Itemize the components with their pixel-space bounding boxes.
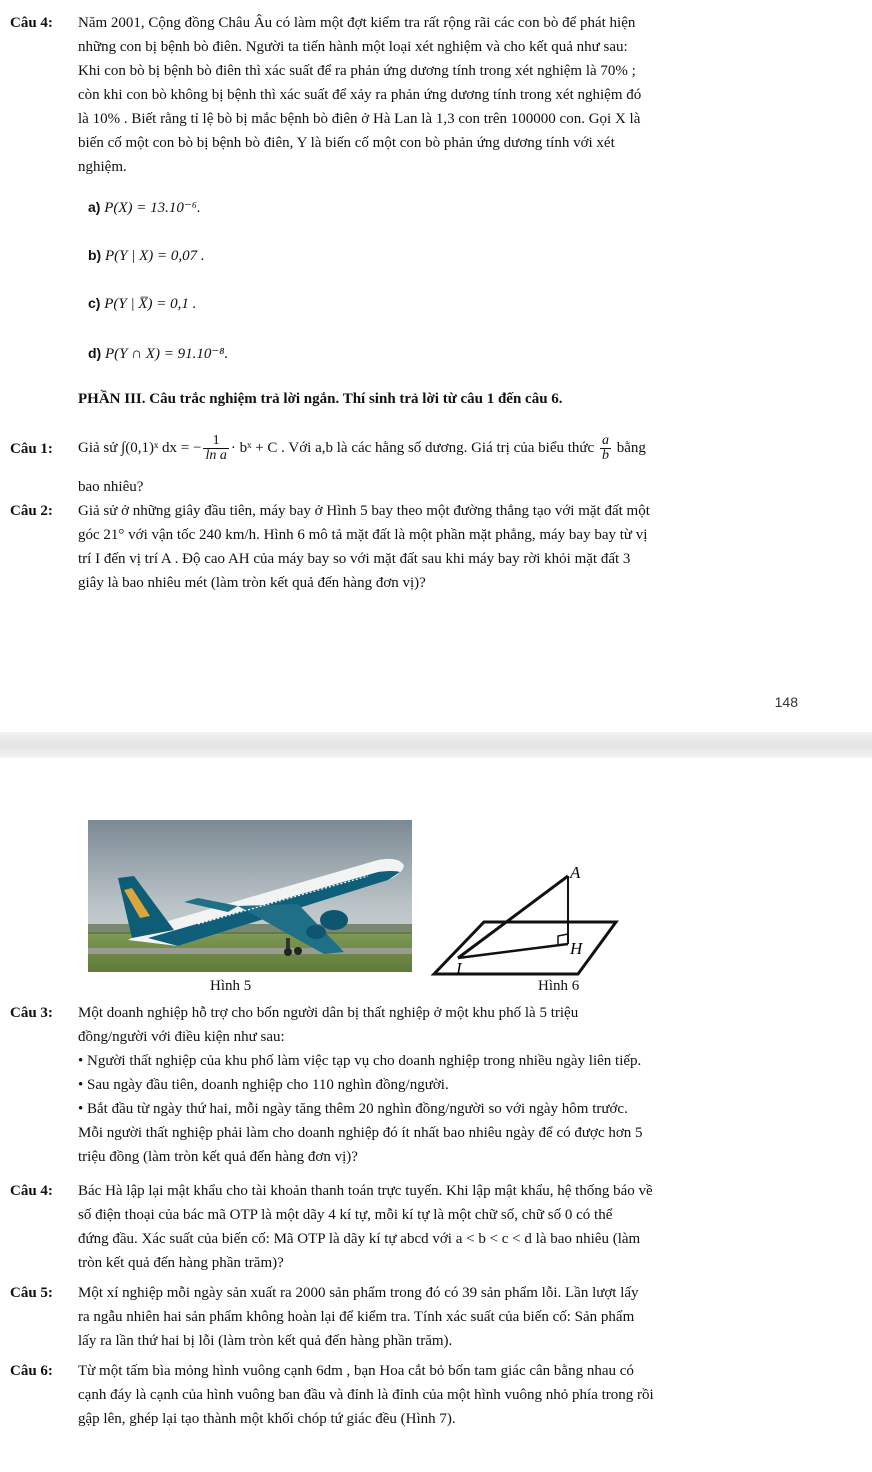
fig6-diagram	[420, 838, 620, 998]
q3-bullet-3: • Bắt đầu từ ngày thứ hai, mỗi ngày tăng thêm 20 nghìn đồng/người so với ngày hôm trước.	[78, 1101, 628, 1117]
q1-integral: Giả sử ∫(0,1)ˣ dx = −	[78, 440, 202, 456]
q4-line-5: là 10% . Biết rằng tỉ lệ bò bị mắc bệnh bò điên ở Hà Lan là 1,3 con trên 100000 con. Gọi X là	[78, 111, 641, 127]
q4-option-c	[88, 292, 196, 315]
q5-line-2: ra ngẫu nhiên hai sản phẩm không hoàn lại để kiểm tra. Tính xác suất của biến cố: Sản phẩm	[78, 1309, 635, 1325]
q3-bullet-1: • Người thất nghiệp của khu phố làm việc tạp vụ cho doanh nghiệp trong nhiều ngày liên tiếp.	[78, 1053, 642, 1069]
q5-line-3: lấy ra lần thứ hai bị lỗi (làm tròn kết quả đến hàng phần trăm).	[78, 1333, 453, 1349]
q4-line-1: Năm 2001, Cộng đồng Châu Âu có làm một đợt kiểm tra rất rộng rãi các con bò để phát hiện	[78, 15, 636, 31]
q2-line-3: trí I đến vị trí A . Độ cao AH của máy bay so với mặt đất sau khi máy bay rời khỏi mặt đất 3	[78, 551, 631, 567]
label-H: H	[570, 939, 583, 958]
q4-label: Câu 4:	[10, 15, 53, 31]
fig6-caption: Hình 6	[538, 978, 580, 994]
q1-frac2-den: b	[601, 448, 609, 464]
q5-label: Câu 5:	[10, 1285, 53, 1301]
q2-line-1: Giả sử ở những giây đầu tiên, máy bay ở Hình 5 bay theo một đường thẳng tạo với mặt đất một	[78, 503, 650, 519]
option-d-expr: P(Y ∩ X) = 91.10⁻⁸.	[104, 346, 229, 362]
q6-label: Câu 6:	[10, 1363, 53, 1379]
label-I: I	[456, 959, 462, 978]
q2-line-2: góc 21° với vận tốc 240 km/h. Hình 6 mô tả mặt đất là một phần mặt phẳng, máy bay bay từ vị	[78, 527, 648, 543]
q4b-line-3: đứng đầu. Xác suất của biến cố: Mã OTP là dãy kí tự abcd với a < b < c < d là bao nhiêu (làm	[78, 1231, 641, 1247]
q3-line-2: đồng/người với điều kiện như sau:	[78, 1029, 285, 1045]
q1-fraction	[203, 434, 228, 463]
q4-option-a	[88, 196, 201, 219]
q4-option-b	[88, 244, 205, 267]
option-c-label: c)	[88, 295, 101, 311]
option-a-expr: P(X) = 13.10⁻⁶.	[104, 200, 201, 216]
q6-line-2: cạnh đáy là cạnh của hình vuông ban đầu và đỉnh là đỉnh của một hình vuông nhỏ phía trong rồi	[78, 1387, 654, 1403]
q4-line-2: những con bị bệnh bò điên. Người ta tiến hành một loại xét nghiệm và cho kết quả như sau:	[78, 39, 628, 55]
q3-tail-2: triệu đồng (làm tròn kết quả đến hàng đơn vị)?	[78, 1149, 358, 1165]
q1-label: Câu 1:	[10, 441, 53, 457]
option-c-expr: P(Y | X̅) = 0,1 .	[104, 296, 197, 312]
q2-line-4: giây là bao nhiêu mét (làm tròn kết quả đến hàng đơn vị)?	[78, 575, 426, 591]
q4-line-6: biến cố một con bò bị bệnh bò điên, Y là biến cố một con bò phản ứng dương tính với xét	[78, 135, 615, 151]
q4b-label: Câu 4:	[10, 1183, 53, 1199]
q4b-line-4: tròn kết quả đến hàng phần trăm)?	[78, 1255, 284, 1271]
q3-tail-1: Mỗi người thất nghiệp phải làm cho doanh nghiệp đó ít nhất bao nhiêu ngày để có được hơn 5	[78, 1125, 643, 1141]
q6-line-3: gập lên, ghép lại tạo thành một khối chóp tứ giác đều (Hình 7).	[78, 1411, 456, 1427]
part-iii-heading: PHẦN III. Câu trắc nghiệm trả lời ngắn. Thí sinh trả lời từ câu 1 đến câu 6.	[78, 391, 563, 407]
q2-label: Câu 2:	[10, 503, 53, 519]
q1-mid-text: · bˣ + C . Với a,b là các hằng số dương. Giá trị của biểu thức	[230, 440, 595, 456]
option-b-label: b)	[88, 247, 102, 263]
q1-line-2: bao nhiêu?	[78, 479, 144, 495]
q4b-line-2: số điện thoại của bác mã OTP là một dãy 4 kí tự, mỗi kí tự là một chữ số, chữ số 0 có thể	[78, 1207, 613, 1223]
option-b-expr: P(Y | X) = 0,07 .	[104, 248, 205, 264]
option-a-label: a)	[88, 199, 101, 215]
airplane-photo-svg	[88, 820, 412, 972]
page-number: 148	[774, 694, 798, 710]
q3-label: Câu 3:	[10, 1005, 53, 1021]
q1-frac-den: ln a	[205, 448, 227, 464]
q3-bullet-2: • Sau ngày đầu tiên, doanh nghiệp cho 110 nghìn đồng/người.	[78, 1077, 449, 1093]
q5-line-1: Một xí nghiệp mỗi ngày sản xuất ra 2000 sản phẩm trong đó có 39 sản phẩm lỗi. Lần lượt lấy	[78, 1285, 639, 1301]
airplane-photo	[88, 820, 412, 972]
q1-post: bằng	[616, 440, 646, 456]
q6-line-1: Từ một tấm bìa mỏng hình vuông cạnh 6dm , bạn Hoa cắt bỏ bốn tam giác cân bằng nhau có	[78, 1363, 634, 1379]
q4b-line-1: Bác Hà lập lại mật khẩu cho tài khoản thanh toán trực tuyến. Khi lập mật khẩu, hệ thống báo về	[78, 1183, 653, 1199]
q1-line-1	[78, 430, 646, 466]
fig5-caption: Hình 5	[210, 978, 252, 994]
q4-line-3: Khi con bò bị bệnh bò điên thì xác suất để ra phản ứng dương tính trong xét nghiệm là 70% ;	[78, 63, 636, 79]
q3-line-1: Một doanh nghiệp hỗ trợ cho bốn người dân bị thất nghiệp ở một khu phố là 5 triệu	[78, 1005, 579, 1021]
option-d-label: d)	[88, 345, 102, 361]
q4-line-4: còn khi con bò không bị bệnh thì xác suất để xảy ra phản ứng dương tính trong xét nghiệm đó	[78, 87, 642, 103]
q1-fraction-ab	[600, 434, 611, 463]
q1-frac2-num: a	[601, 433, 609, 449]
q4-line-7: nghiệm.	[78, 159, 127, 175]
q4-option-d	[88, 342, 228, 365]
q1-frac-num: 1	[203, 434, 228, 449]
label-A: A	[570, 863, 581, 882]
